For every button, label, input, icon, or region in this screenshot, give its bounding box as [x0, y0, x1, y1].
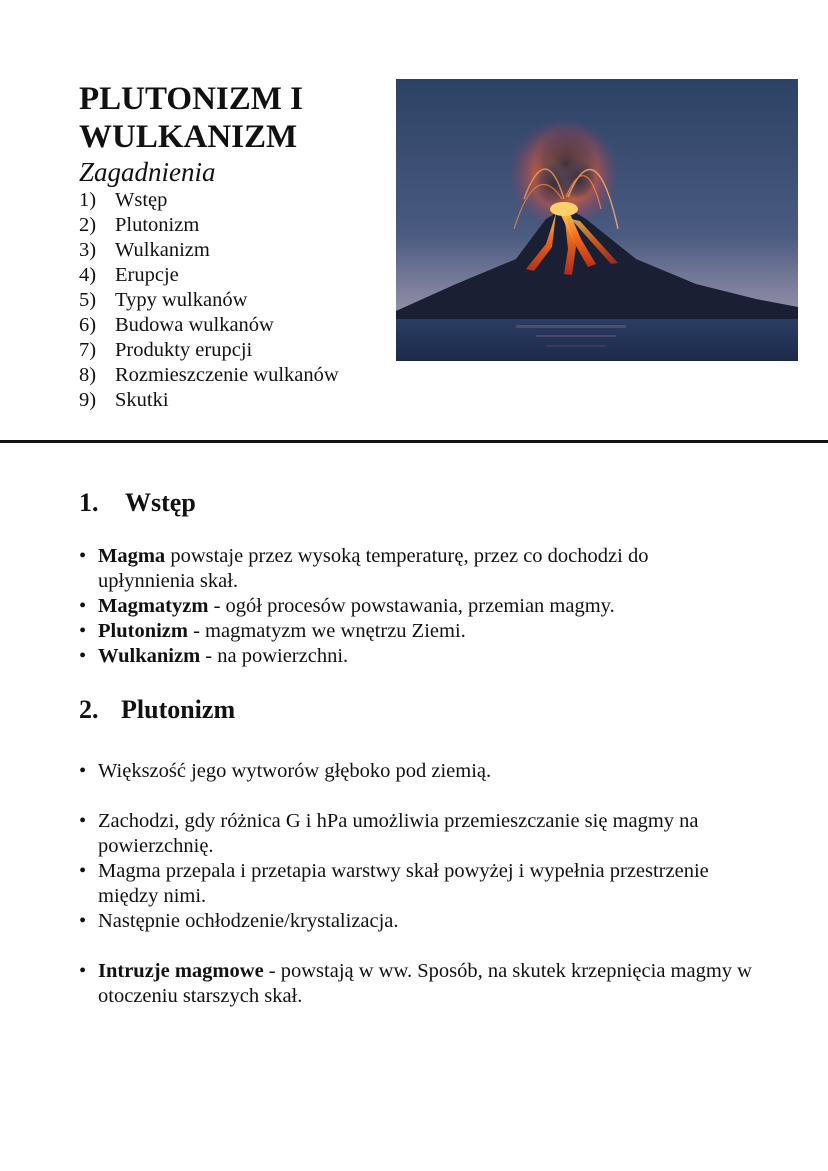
toc-item: 1) Wstęp	[79, 189, 168, 211]
volcano-eruption-photo	[396, 79, 798, 361]
table-of-contents	[79, 188, 339, 413]
list-item: • Plutonizm - magmatyzm we wnętrzu Ziemi.	[79, 619, 739, 644]
list-item: • Następnie ochłodzenie/krystalizacja.	[79, 909, 769, 934]
list-item: • Magmatyzm - ogół procesów powstawania, przemian magmy.	[79, 594, 739, 619]
section-1-title: Wstęp	[125, 488, 196, 517]
section-1-list	[79, 544, 739, 669]
topics-subtitle: Zagadnienia	[79, 157, 216, 187]
section-2-list-c	[79, 959, 759, 1009]
section-1-heading	[79, 488, 196, 518]
section-1-number: 1.	[79, 488, 99, 517]
section-2-heading	[79, 695, 235, 725]
toc-item: 7) Produkty erupcji	[79, 339, 253, 361]
list-item: • Magma powstaje przez wysoką temperaturę, przez co dochodzi do upłynnienia skał.	[79, 544, 739, 594]
section-2-list-b	[79, 809, 769, 934]
toc-item: 8) Rozmieszczenie wulkanów	[79, 364, 339, 386]
toc-item: 9) Skutki	[79, 389, 169, 411]
list-item: • Wulkanizm - na powierzchni.	[79, 644, 739, 669]
list-item: • Magma przepala i przetapia warstwy skał powyżej i wypełnia przestrzenie między nimi.	[79, 859, 769, 909]
toc-item: 3) Wulkanizm	[79, 239, 210, 261]
page-title	[79, 80, 379, 156]
section-2-title: Plutonizm	[121, 695, 236, 724]
list-item: • Większość jego wytworów głęboko pod ziemią.	[79, 759, 759, 784]
toc-item: 4) Erupcje	[79, 264, 179, 286]
toc-item: 6) Budowa wulkanów	[79, 314, 274, 336]
title-line-1: PLUTONIZM I	[79, 81, 304, 117]
title-line-2: WULKANIZM	[79, 119, 298, 155]
list-item: • Intruzje magmowe - powstają w ww. Sposób, na skutek krzepnięcia magmy w otoczeniu starszych skał.	[79, 959, 759, 1009]
section-2-list-a	[79, 759, 759, 784]
toc-item: 2) Plutonizm	[79, 214, 200, 236]
section-divider	[0, 440, 828, 443]
section-2-number: 2.	[79, 695, 99, 724]
list-item: • Zachodzi, gdy różnica G i hPa umożliwia przemieszczanie się magmy na powierzchnię.	[79, 809, 769, 859]
toc-item: 5) Typy wulkanów	[79, 289, 248, 311]
